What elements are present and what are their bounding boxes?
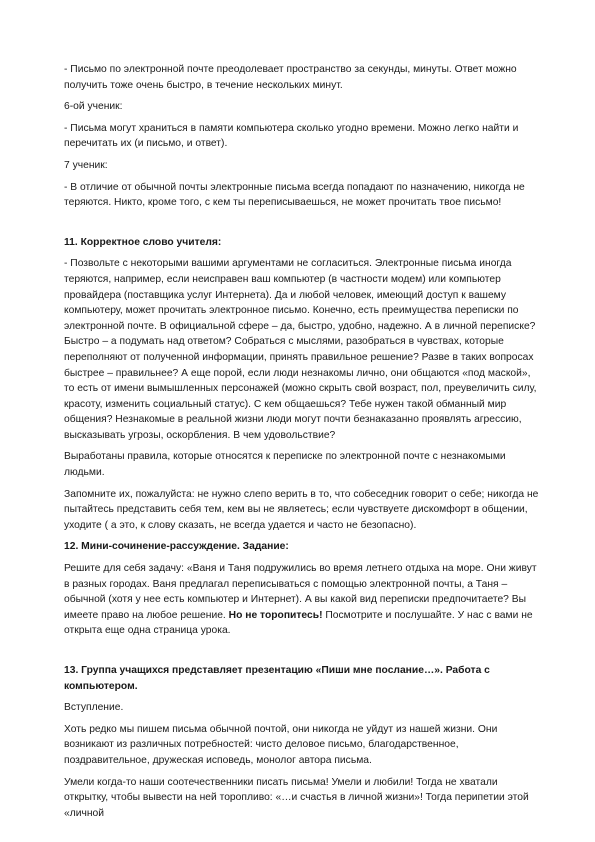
- spacer: [64, 645, 543, 663]
- emphasis-text: Но не торопитесь!: [228, 609, 323, 621]
- paragraph: - Позвольте с некоторыми вашими аргументами не согласиться. Электронные письма иногда теряются, например, если неисправен ваш компьютер (в частности модем) или компьютер провайдера (поставщика услуг Интернета). Да и любой человек, имеющий доступ к вашему компьютеру, может прочитать электронное письмо. Конечно, есть преимущества переписки по электронной почте. В официальной сфере – да, быстро, удобно, надежно. А в личной переписке? Быстро – а подумать над ответом? Собраться с мыслями, разобраться в чувствах, которые переполняют от полученной информации, принять правильное решение? Разве в таких вопросах быстрее – правильнее? А еще порой, если люди незнакомы лично, они общаются «под маской», то есть от имени вымышленных персонажей (можно скрыть свой возраст, пол, преувеличить силу, красоту, изменить социальный статус). С кем общаешься? Тебе нужен такой обманный мир общения? Незнакомые в реальной жизни люди могут почти безнаказанно проявлять агрессию, высказывать угрозы, оскорбления. В чем удовольствие?: [64, 258, 537, 441]
- paragraph: Выработаны правила, которые относятся к переписке по электронной почте с незнакомыми людьми.: [64, 451, 506, 479]
- paragraph: Вступление.: [64, 702, 124, 714]
- paragraph: Запомните их, пожалуйста: не нужно слепо верить в то, что собеседник говорит о себе; никогда не пытайтесь представить себя тем, кем вы не являетесь; если чувствуете дискомфорт в общении, уходите ( а это, к слову сказать, не всегда удается и часто не безопасно).: [64, 488, 539, 531]
- paragraph-text: Посмотрите и послушайте. У нас с вами не открыта еще одна страница урока.: [64, 609, 533, 637]
- speaker-label: 6-ой ученик:: [64, 101, 123, 113]
- spacer: [64, 217, 543, 235]
- section-heading-13: 13. Группа учащихся представляет презентацию «Пиши мне послание…». Работа с компьютером.: [64, 665, 490, 692]
- paragraph: - Письмо по электронной почте преодолевает пространство за секунды, минуты. Ответ можно получить тоже очень быстро, в течение нескольких минут.: [64, 64, 517, 91]
- paragraph: Умели когда-то наши соотечественники писать письма! Умели и любили! Тогда не хватали открытку, чтобы вывести на ней торопливо: «…и счастья в личной жизни»! Тогда перипетии этой «личной: [64, 776, 529, 819]
- paragraph: Хоть редко мы пишем письма обычной почтой, они никогда не уйдут из нашей жизни. Они возникают из различных потребностей: чисто деловое письмо, благодарственное, поздравительное, дружеская исповедь, монолог автора письма.: [64, 723, 498, 766]
- paragraph: - Письма могут храниться в памяти компьютера сколько угодно времени. Можно легко найти и перечитать их (и письмо, и ответ).: [64, 122, 519, 150]
- paragraph: - В отличие от обычной почты электронные письма всегда попадают по назначению, никогда не теряются. Никто, кроме того, с кем ты переписываешься, не может прочитать твое письмо!: [64, 181, 525, 209]
- speaker-label: 7 ученик:: [64, 159, 108, 171]
- paragraph: [64, 561, 543, 639]
- section-heading-11: 11. Корректное слово учителя:: [64, 236, 222, 248]
- section-heading-12: 12. Мини-сочинение-рассуждение. Задание:: [64, 541, 289, 553]
- paragraph-text: Решите для себя задачу: «Ваня и Таня подружились во время летнего отдыха на море. Они живут в разных городах. Ваня предлагал переписываться с помощью электронной почты, а Таня – обычной (хотя у нее есть компьютер и Интернет). А вы какой вид переписки предпочитаете? Вы имеете право на любое решение.: [64, 563, 537, 621]
